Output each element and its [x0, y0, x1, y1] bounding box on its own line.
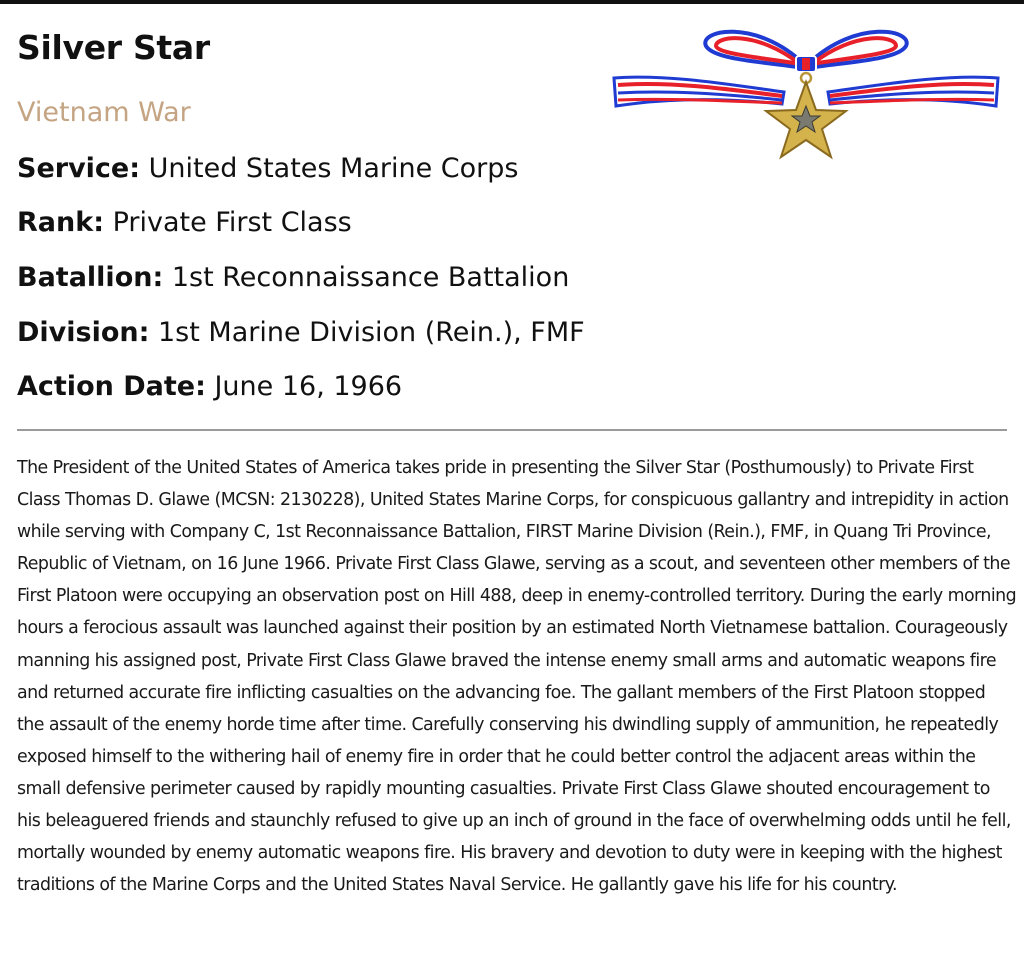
action-date-field: [17, 371, 402, 402]
division-field: [17, 317, 585, 348]
section-divider: [17, 429, 1007, 431]
field-value: 1st Marine Division (Rein.), FMF: [149, 317, 585, 348]
battalion-field: [17, 262, 569, 293]
war-name: Vietnam War: [17, 97, 191, 128]
field-label: Action Date:: [17, 371, 206, 402]
field-label: Division:: [17, 317, 150, 348]
award-title: Silver Star: [17, 28, 210, 67]
field-label: Batallion:: [17, 262, 164, 293]
citation-text: The President of the United States of America takes pride in presenting the Silver Star (Posthumously) to Private First Class Thomas D. Glawe (MCSN: 2130228), United States Marine Corps, for conspicuous gallantry and intrepidity in action while serving with Company C, 1st Reconnaissance Battalion, FIRST Marine Division (Rein.), FMF, in Quang Tri Province, Republic of Vietnam, on 16 June 1966. Private First Class Glawe, serving as a scout, and seventeen other members of the First Platoon were occupying an observation post on Hill 488, deep in enemy-controlled territory. During the early morning hours a ferocious assault was launched against their position by an estimated North Vietnamese battalion. Courageously manning his assigned post, Private First Class Glawe braved the intense enemy small arms and automatic weapons fire and returned accurate fire inflicting casualties on the advancing foe. The gallant members of the First Platoon stopped the assault of the enemy horde time after time. Carefully conserving his dwindling supply of ammunition, he repeatedly exposed himself to the withering hail of enemy fire in order that he could better control the adjacent areas within the small defensive perimeter caused by rapidly mounting casualties. Private First Class Glawe shouted encouragement to his beleaguered friends and staunchly refused to give up an inch of ground in the face of overwhelming odds until he fell, mortally wounded by enemy automatic weapons fire. His bravery and devotion to duty were in keeping with the highest traditions of the Marine Corps and the United States Naval Service. He gallantly gave his life for his country.: [17, 458, 1017, 896]
top-border: [0, 0, 1024, 4]
silver-star-medal-icon: [606, 24, 1006, 160]
field-label: Service:: [17, 153, 141, 184]
field-value: 1st Reconnaissance Battalion: [163, 262, 570, 293]
field-value: United States Marine Corps: [140, 153, 519, 184]
field-label: Rank:: [17, 207, 104, 238]
service-field: [17, 153, 518, 184]
field-value: Private First Class: [104, 207, 352, 238]
field-value: June 16, 1966: [205, 371, 403, 402]
rank-field: [17, 207, 352, 238]
